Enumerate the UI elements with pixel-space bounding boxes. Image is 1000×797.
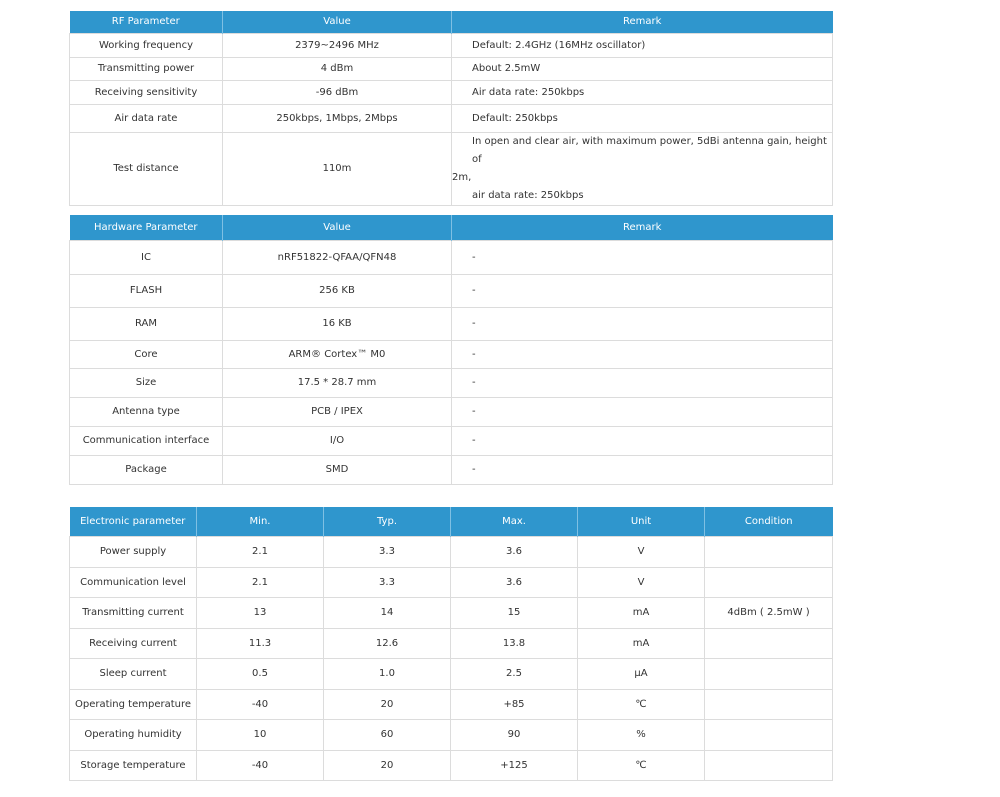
typ-cell: 3.3 [324, 567, 451, 597]
table-row [70, 426, 833, 455]
table-row [70, 397, 833, 426]
header-condition: Condition [705, 507, 833, 536]
header-value: Value [223, 11, 452, 33]
typ-cell: 14 [324, 597, 451, 628]
min-cell: 0.5 [197, 658, 324, 689]
table-row [70, 719, 833, 750]
param-cell: RAM [70, 307, 223, 340]
min-cell: 2.1 [197, 567, 324, 597]
header-unit: Unit [578, 507, 705, 536]
param-cell: Transmitting power [70, 57, 223, 80]
value-cell: ARM® Cortex™ M0 [223, 340, 452, 368]
condition-cell [705, 567, 833, 597]
table-row [70, 240, 833, 274]
header-value: Value [223, 215, 452, 240]
value-cell: 110m [223, 132, 452, 205]
param-cell: Core [70, 340, 223, 368]
param-cell: Receiving current [70, 628, 197, 658]
table-row [70, 80, 833, 104]
table-row [70, 307, 833, 340]
unit-cell: V [578, 567, 705, 597]
condition-cell [705, 689, 833, 719]
value-cell: PCB / IPEX [223, 397, 452, 426]
remark-cell: About 2.5mW [452, 57, 833, 80]
remark-line: 2m, [452, 171, 472, 183]
min-cell: 11.3 [197, 628, 324, 658]
header-hardware-parameter: Hardware Parameter [70, 215, 223, 240]
table-header-row [70, 507, 833, 536]
table-row [70, 274, 833, 307]
param-cell: Storage temperature [70, 750, 197, 780]
header-remark: Remark [452, 215, 833, 240]
condition-cell [705, 750, 833, 780]
remark-cell: Default: 2.4GHz (16MHz oscillator) [452, 33, 833, 57]
remark-cell: Air data rate: 250kbps [452, 80, 833, 104]
header-typ: Typ. [324, 507, 451, 536]
max-cell: +85 [451, 689, 578, 719]
hardware-parameter-table [69, 215, 833, 485]
table-row [70, 33, 833, 57]
min-cell: 10 [197, 719, 324, 750]
param-cell: Operating temperature [70, 689, 197, 719]
param-cell: Receiving sensitivity [70, 80, 223, 104]
remark-cell: - [452, 240, 833, 274]
value-cell: 2379~2496 MHz [223, 33, 452, 57]
value-cell: SMD [223, 455, 452, 484]
param-cell: Power supply [70, 536, 197, 567]
unit-cell: V [578, 536, 705, 567]
table-row [70, 597, 833, 628]
param-cell: Test distance [70, 132, 223, 205]
header-rf-parameter: RF Parameter [70, 11, 223, 33]
table-row [70, 368, 833, 397]
param-cell: Size [70, 368, 223, 397]
table-row [70, 57, 833, 80]
remark-cell: - [452, 426, 833, 455]
param-cell: Sleep current [70, 658, 197, 689]
remark-cell: - [452, 307, 833, 340]
table-row [70, 132, 833, 205]
electronic-parameter-table [69, 507, 833, 781]
table-row [70, 658, 833, 689]
param-cell: IC [70, 240, 223, 274]
unit-cell: μA [578, 658, 705, 689]
param-cell: Transmitting current [70, 597, 197, 628]
table-row [70, 750, 833, 780]
header-electronic-parameter: Electronic parameter [70, 507, 197, 536]
param-cell: Communication level [70, 567, 197, 597]
param-cell: Communication interface [70, 426, 223, 455]
value-cell: I/O [223, 426, 452, 455]
value-cell: nRF51822-QFAA/QFN48 [223, 240, 452, 274]
remark-line: air data rate: 250kbps [472, 189, 584, 201]
condition-cell [705, 658, 833, 689]
table-row [70, 340, 833, 368]
param-cell: Operating humidity [70, 719, 197, 750]
min-cell: -40 [197, 689, 324, 719]
table-row [70, 689, 833, 719]
max-cell: 3.6 [451, 536, 578, 567]
table-row [70, 104, 833, 132]
typ-cell: 12.6 [324, 628, 451, 658]
value-cell: 16 KB [223, 307, 452, 340]
header-min: Min. [197, 507, 324, 536]
table-row [70, 567, 833, 597]
max-cell: 15 [451, 597, 578, 628]
max-cell: 2.5 [451, 658, 578, 689]
table-row [70, 628, 833, 658]
table-row [70, 455, 833, 484]
value-cell: -96 dBm [223, 80, 452, 104]
value-cell: 256 KB [223, 274, 452, 307]
unit-cell: mA [578, 597, 705, 628]
condition-cell [705, 719, 833, 750]
table-header-row [70, 215, 833, 240]
param-cell: FLASH [70, 274, 223, 307]
typ-cell: 60 [324, 719, 451, 750]
param-cell: Antenna type [70, 397, 223, 426]
remark-cell: - [452, 340, 833, 368]
remark-cell: - [452, 368, 833, 397]
param-cell: Air data rate [70, 104, 223, 132]
table-row [70, 536, 833, 567]
value-cell: 250kbps, 1Mbps, 2Mbps [223, 104, 452, 132]
remark-line: In open and clear air, with maximum power, 5dBi antenna gain, height of [472, 135, 827, 165]
condition-cell [705, 628, 833, 658]
unit-cell: ℃ [578, 689, 705, 719]
condition-cell: 4dBm ( 2.5mW ) [705, 597, 833, 628]
condition-cell [705, 536, 833, 567]
min-cell: 13 [197, 597, 324, 628]
min-cell: -40 [197, 750, 324, 780]
unit-cell: % [578, 719, 705, 750]
remark-cell: - [452, 274, 833, 307]
typ-cell: 20 [324, 750, 451, 780]
max-cell: 3.6 [451, 567, 578, 597]
typ-cell: 1.0 [324, 658, 451, 689]
remark-cell: - [452, 455, 833, 484]
remark-cell [452, 132, 833, 205]
value-cell: 4 dBm [223, 57, 452, 80]
header-max: Max. [451, 507, 578, 536]
typ-cell: 3.3 [324, 536, 451, 567]
min-cell: 2.1 [197, 536, 324, 567]
unit-cell: ℃ [578, 750, 705, 780]
typ-cell: 20 [324, 689, 451, 719]
max-cell: 13.8 [451, 628, 578, 658]
value-cell: 17.5 * 28.7 mm [223, 368, 452, 397]
max-cell: +125 [451, 750, 578, 780]
unit-cell: mA [578, 628, 705, 658]
header-remark: Remark [452, 11, 833, 33]
max-cell: 90 [451, 719, 578, 750]
remark-cell: Default: 250kbps [452, 104, 833, 132]
remark-cell: - [452, 397, 833, 426]
rf-parameter-table [69, 11, 833, 206]
param-cell: Package [70, 455, 223, 484]
table-header-row [70, 11, 833, 33]
param-cell: Working frequency [70, 33, 223, 57]
